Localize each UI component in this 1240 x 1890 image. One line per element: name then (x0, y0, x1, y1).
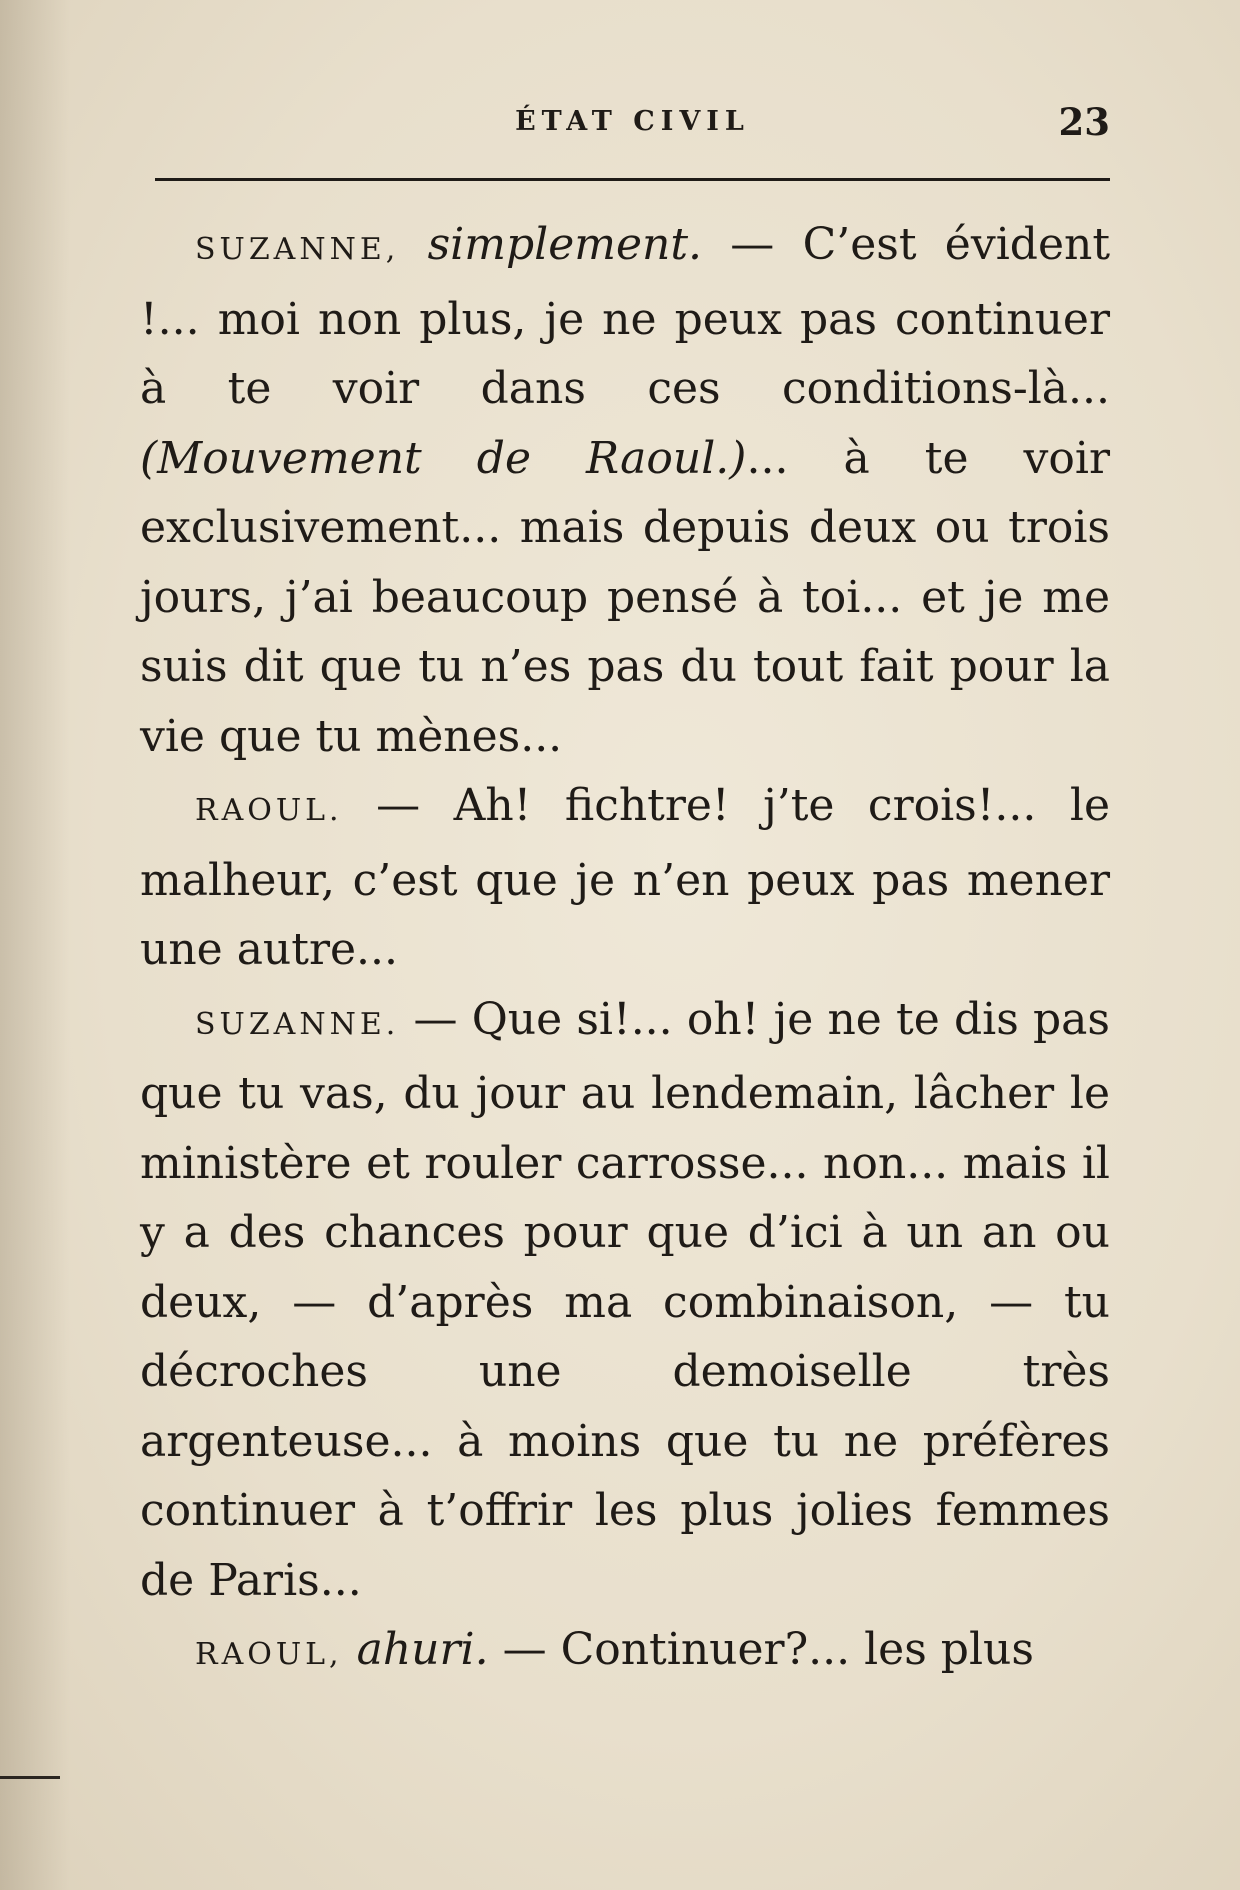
stage-aside: (Mouvement de Raoul.) (140, 432, 747, 484)
running-title: ÉTAT CIVIL (515, 106, 750, 137)
paragraph-raoul-2 (140, 1615, 1110, 1690)
header-rule (155, 178, 1110, 181)
page-number: 23 (1058, 100, 1110, 144)
page-edge-shadow (0, 0, 70, 1890)
body-text (140, 210, 1110, 1690)
paragraph-raoul-1 (140, 771, 1110, 985)
speaker-name: SUZANNE, (195, 232, 400, 267)
stage-direction: ahuri. (356, 1624, 489, 1675)
dialogue-text: — Continuer?... les plus (488, 1624, 1034, 1675)
dialogue-text: — C’est évident !... moi non plus, je ne peux pas continuer à te voir dans ces conditions-là... (140, 219, 1110, 414)
margin-mark (0, 1776, 60, 1779)
page-header (155, 100, 1110, 150)
paragraph-suzanne-2 (140, 985, 1110, 1616)
speaker-name: RAOUL. (195, 793, 343, 828)
dialogue-text-continued: ... à te voir exclusivement... mais depuis deux ou trois jours, j’ai beaucoup pensé à toi... et je me suis dit que tu n’es pas du tout fait pour la vie que tu mènes... (140, 432, 1110, 762)
dialogue-text: — Que si!... oh! je ne te dis pas que tu vas, du jour au lendemain, lâcher le ministère et rouler carrosse... non... mais il y a des chances pour que d’ici à un an ou deux, — d’après ma combinaison, — tu décroches une demoiselle très argenteuse... à moins que tu ne préfères continuer à t’offrir les plus jolies femmes de Paris... (140, 993, 1110, 1606)
paragraph-suzanne-1 (140, 210, 1110, 771)
speaker-name: SUZANNE. (195, 1006, 400, 1042)
speaker-name: RAOUL, (195, 1637, 343, 1672)
stage-direction: simplement. (427, 219, 702, 270)
dialogue-text: — Ah! fichtre! j’te crois!... le malheur, c’est que je n’en peux pas mener une autre... (140, 780, 1110, 975)
